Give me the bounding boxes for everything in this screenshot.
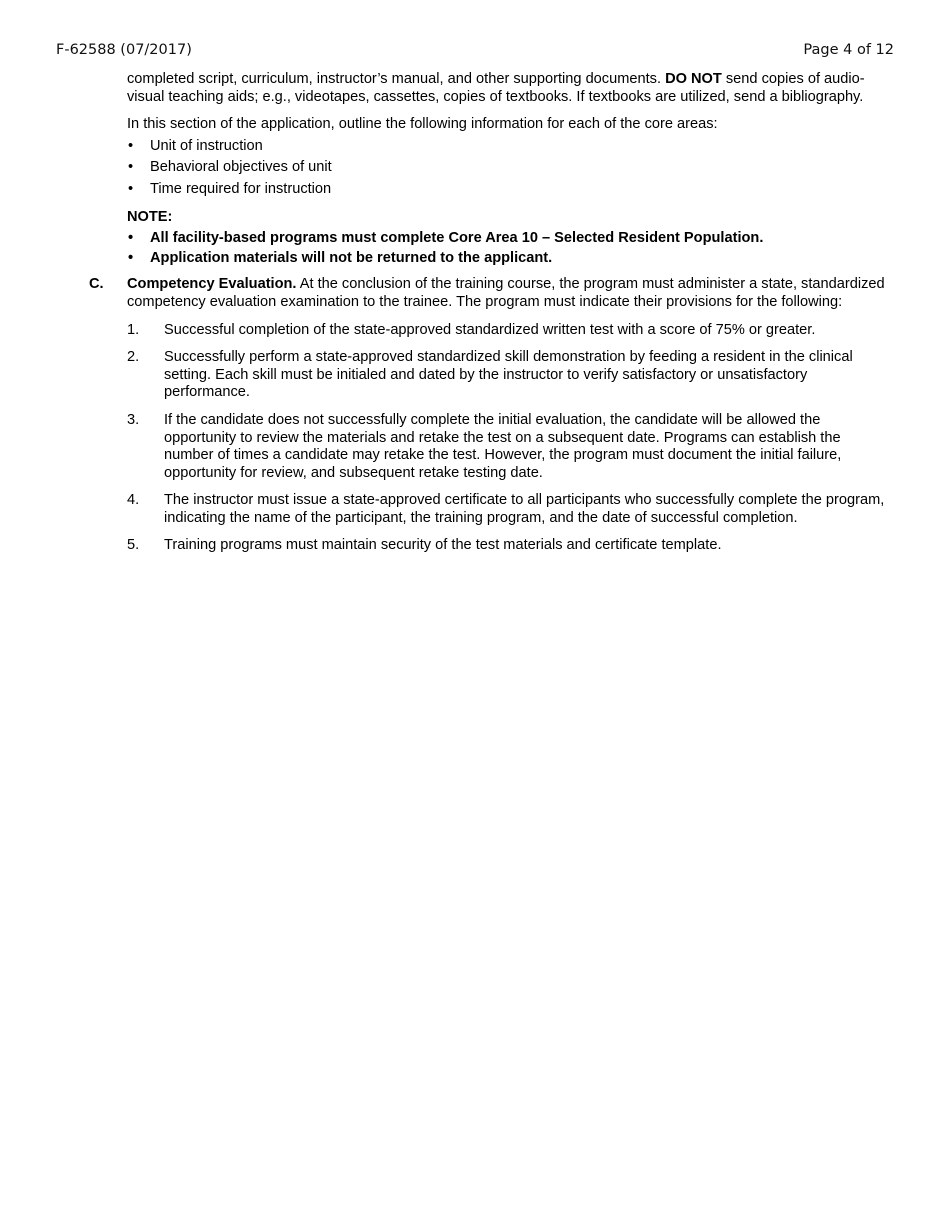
intro-paragraph — [127, 71, 889, 106]
list-item — [127, 138, 889, 156]
bullet-icon: • — [128, 249, 134, 266]
bullet-icon: • — [128, 180, 134, 197]
list-item-text: Unit of instruction — [150, 137, 263, 154]
item-number: 4. — [127, 492, 140, 509]
list-item-text: Behavioral objectives of unit — [150, 159, 332, 176]
item-number: 1. — [127, 321, 140, 338]
list-item — [127, 181, 889, 199]
page-header — [56, 42, 894, 62]
list-item — [127, 159, 889, 177]
item-text: Successfully perform a state-approved standardized skill demonstration by feeding a resident in the clinical setting. Each skill must be initialed and dated by the instructor to verify satisfactory or unsatisfactory performance. — [164, 349, 853, 401]
note-list — [127, 230, 889, 267]
requirement-item — [127, 349, 889, 402]
intro-bold-warning: DO NOT — [665, 71, 722, 87]
requirement-item — [127, 492, 889, 527]
item-number: 2. — [127, 349, 140, 366]
form-number: F-62588 (07/2017) — [56, 42, 192, 58]
section-title: Competency Evaluation. — [127, 276, 297, 293]
intro-text-start: completed script, curriculum, instructor’s manual, and other supporting documents. — [127, 71, 666, 87]
item-text: Training programs must maintain security of the test materials and certificate template. — [164, 537, 722, 554]
note-item-text: Application materials will not be returned to the applicant. — [150, 249, 553, 266]
bullet-icon: • — [128, 159, 134, 176]
requirements-list — [127, 322, 889, 556]
section-body-text: At the conclusion of the training course, the program must administer a state, standardized competency evaluation examination to the trainee. The program must indicate their provisions for the following: — [127, 276, 885, 310]
item-number: 5. — [127, 537, 140, 554]
note-label: NOTE: — [127, 208, 173, 225]
list-item-text: Time required for instruction — [150, 180, 332, 197]
item-text: The instructor must issue a state-approved certificate to all participants who successfully complete the program, indicating the name of the participant, the training program, and the date of successful completion. — [164, 492, 885, 526]
item-text: Successful completion of the state-approved standardized written test with a score of 75% or greater. — [164, 321, 816, 338]
outline-intro: In this section of the application, outline the following information for each of the core areas: — [127, 116, 718, 133]
note-item — [127, 230, 889, 248]
bullet-icon: • — [128, 230, 134, 247]
requirement-item — [127, 537, 889, 555]
bullet-icon: • — [128, 137, 134, 154]
outline-list — [127, 138, 889, 199]
section-letter: C. — [89, 276, 104, 293]
section-intro — [127, 276, 889, 311]
document-body — [89, 71, 889, 565]
intro-text-end: send copies of audio-visual teaching aids; e.g., videotapes, cassettes, copies of textbooks. If textbooks are utilized, send a bibliography. — [127, 71, 865, 105]
page-number: Page 4 of 12 — [803, 42, 894, 58]
note-item — [127, 250, 889, 268]
section-c — [89, 276, 889, 555]
requirement-item — [127, 412, 889, 482]
requirement-item — [127, 322, 889, 340]
item-text: If the candidate does not successfully complete the initial evaluation, the candidate will be allowed the opportunity to review the materials and retake the test on a subsequent date. Programs can establish the number of times a candidate may retake the test. However, the program must document the initial failure, opportunity for review, and subsequent retake testing date. — [164, 411, 842, 481]
item-number: 3. — [127, 411, 140, 428]
note-item-text: All facility-based programs must complete Core Area 10 – Selected Resident Population. — [150, 230, 764, 247]
